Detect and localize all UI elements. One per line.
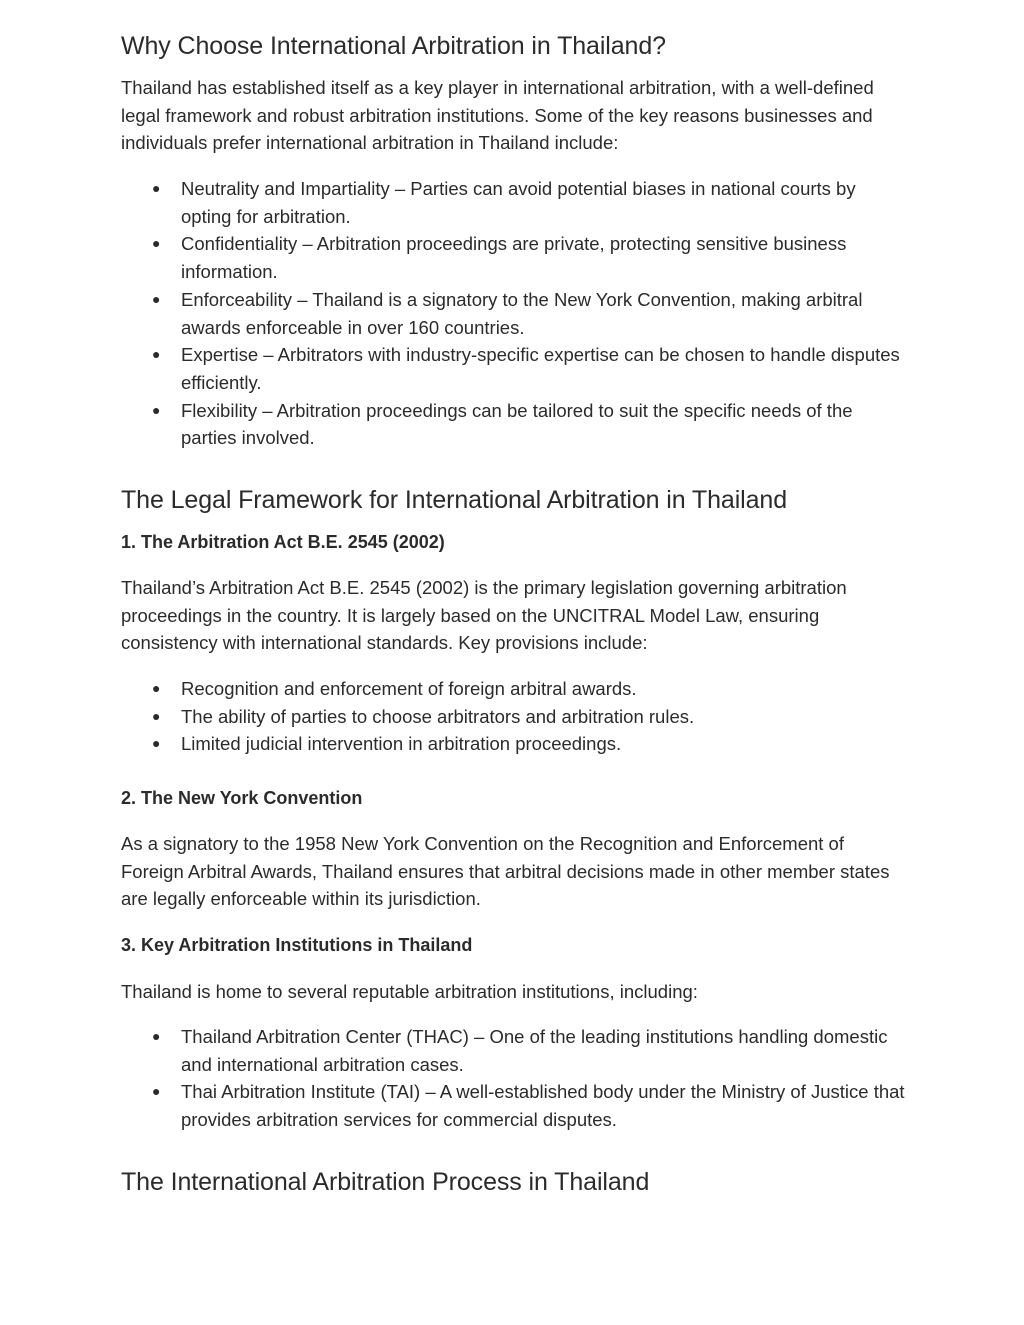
subheading-arbitration-act: 1. The Arbitration Act B.E. 2545 (2002) (121, 532, 445, 552)
list-item: ● Neutrality and Impartiality – Parties can avoid potential biases in national courts by opting for arbitration. (121, 175, 911, 230)
bullet-icon: ● (152, 1083, 161, 1100)
bullet-icon: ● (152, 735, 161, 752)
institutions-list (121, 1023, 911, 1134)
section-heading-arbitration-process: The International Arbitration Process in Thailand (121, 1168, 650, 1196)
list-item: ● The ability of parties to choose arbitrators and arbitration rules. (121, 703, 911, 731)
list-item: ● Thailand Arbitration Center (THAC) – One of the leading institutions handling domestic and international arbitration cases. (121, 1023, 911, 1078)
list-item: ● Limited judicial intervention in arbitration proceedings. (121, 730, 911, 758)
bullet-icon: ● (152, 680, 161, 696)
bullet-icon: ● (152, 707, 161, 724)
bullet-icon: ● (152, 346, 161, 363)
institutions-intro-paragraph: Thailand is home to several reputable arbitration institutions, including: (121, 981, 698, 1002)
section-heading-legal-framework: The Legal Framework for International Arbitration in Thailand (121, 486, 788, 514)
bullet-icon: ● (152, 290, 161, 307)
list-item: ● Confidentiality – Arbitration proceedings are private, protecting sensitive business information. (121, 230, 911, 285)
section-heading-why-choose: Why Choose International Arbitration in Thailand? (121, 32, 666, 60)
bullet-icon: ● (152, 401, 161, 418)
list-item: ● Thai Arbitration Institute (TAI) – A well-established body under the Ministry of Justice that provides arbitration services for commercial disputes. (121, 1078, 911, 1133)
arbitration-act-paragraph: Thailand’s Arbitration Act B.E. 2545 (2002) is the primary legislation governing arbitration proceedings in the country. It is largely based on the UNCITRAL Model Law, ensuring consistency with international standards. Key provisions include: (121, 577, 847, 654)
list-item: ● Expertise – Arbitrators with industry-specific expertise can be chosen to handle disputes efficiently. (121, 341, 911, 396)
subheading-key-institutions: 3. Key Arbitration Institutions in Thailand (121, 935, 473, 955)
list-item: ● Flexibility – Arbitration proceedings can be tailored to suit the specific needs of the parties involved. (121, 397, 911, 452)
subheading-new-york-convention: 2. The New York Convention (121, 788, 363, 808)
new-york-convention-paragraph: As a signatory to the 1958 New York Convention on the Recognition and Enforcement of Foreign Arbitral Awards, Thailand ensures that arbitral decisions made in other member states are legally enforceable within its jurisdiction. (121, 833, 890, 910)
list-item: ● Recognition and enforcement of foreign arbitral awards. (121, 675, 911, 703)
list-item: ● Enforceability – Thailand is a signatory to the New York Convention, making arbitral awards enforceable in over 160 countries. (121, 286, 911, 341)
bullet-icon: ● (152, 1028, 161, 1044)
reasons-list (121, 175, 911, 452)
intro-paragraph: Thailand has established itself as a key player in international arbitration, with a well-defined legal framework and robust arbitration institutions. Some of the key reasons businesses and individuals prefer international arbitration in Thailand include: (121, 77, 874, 154)
bullet-icon: ● (152, 235, 161, 252)
key-provisions-list (121, 675, 911, 758)
bullet-icon: ● (152, 180, 161, 196)
